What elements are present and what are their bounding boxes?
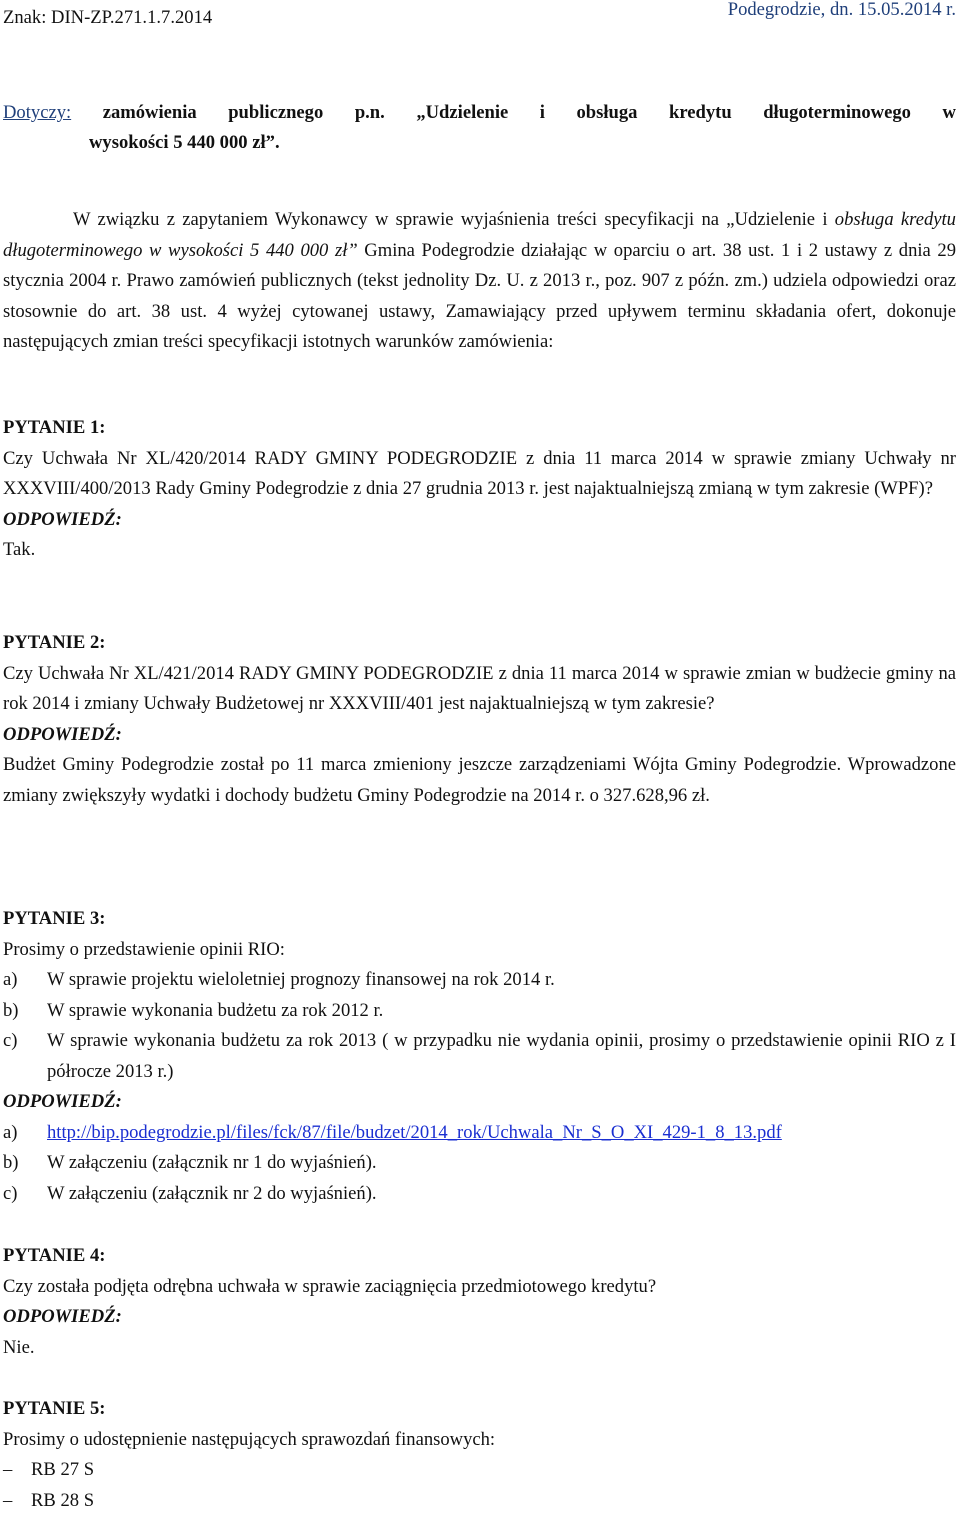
answer-2-label: ODPOWIEDŹ: [3, 720, 956, 751]
subject-line-2: wysokości 5 440 000 zł”. [3, 128, 956, 158]
list-marker: c) [3, 1179, 47, 1210]
question-4-text: Czy została podjęta odrębna uchwała w sprawie zaciągnięcia przedmiotowego kredytu? [3, 1272, 956, 1303]
report-item [3, 1486, 956, 1516]
place-date: Podegrodzie, dn. 15.05.2014 r. [728, 0, 956, 23]
question-5-title: PYTANIE 5: [3, 1394, 956, 1425]
question-3 [3, 904, 956, 1209]
subject-word: p.n. [355, 98, 385, 128]
intro-paragraph [3, 205, 956, 358]
list-item-text: W załączeniu (załącznik nr 1 do wyjaśnień). [47, 1148, 956, 1179]
report-name: RB 28 S [31, 1486, 94, 1516]
subject-word: „Udzielenie [416, 98, 508, 128]
dash-marker: – [3, 1486, 31, 1516]
subject-word: obsługa [576, 98, 637, 128]
question-2-text: Czy Uchwała Nr XL/421/2014 RADY GMINY PODEGRODZIE z dnia 11 marca 2014 w sprawie zmian w budżecie gminy na rok 2014 i zmiany Uchwały Budżetowej nr XXXVIII/401 jest najaktualniejszą w tym zakresie? [3, 659, 956, 720]
list-marker: a) [3, 965, 47, 996]
subject-word: kredytu [669, 98, 732, 128]
answer-1-text: Tak. [3, 535, 956, 566]
question-1-title: PYTANIE 1: [3, 413, 956, 444]
question-3-item-a [3, 965, 956, 996]
answer-2-text: Budżet Gminy Podegrodzie został po 11 marca zmieniony jeszcze zarządzeniami Wójta Gminy Podegrodzie. Wprowadzone zmiany zwiększyły wydatki i dochody budżetu Gminy Podegrodzie na 2014 r. o 327.628,96 zł. [3, 750, 956, 811]
question-4-title: PYTANIE 4: [3, 1241, 956, 1272]
question-3-title: PYTANIE 3: [3, 904, 956, 935]
subject-label: Dotyczy: [3, 98, 71, 128]
answer-4-text: Nie. [3, 1333, 956, 1364]
question-1-text: Czy Uchwała Nr XL/420/2014 RADY GMINY PODEGRODZIE z dnia 11 marca 2014 w sprawie zmiany Uchwały nr XXXVIII/400/2013 Rady Gminy Podegrodzie z dnia 27 grudnia 2013 r. jest najaktualniejszą zmianą w tym zakresie (WPF)? [3, 444, 956, 505]
question-1 [3, 413, 956, 566]
answer-3-item-a [3, 1118, 956, 1149]
answer-4-label: ODPOWIEDŹ: [3, 1302, 956, 1333]
question-2-title: PYTANIE 2: [3, 628, 956, 659]
list-marker: b) [3, 996, 47, 1027]
list-item-text: W sprawie projektu wieloletniej prognozy finansowej na rok 2014 r. [47, 965, 956, 996]
question-5 [3, 1394, 956, 1516]
report-item [3, 1455, 956, 1486]
answer-1-label: ODPOWIEDŹ: [3, 505, 956, 536]
question-5-text: Prosimy o udostępnienie następujących sprawozdań finansowych: [3, 1425, 956, 1456]
question-2 [3, 628, 956, 811]
list-marker: a) [3, 1118, 47, 1149]
document-sign: Znak: DIN-ZP.271.1.7.2014 [3, 5, 212, 31]
dash-marker: – [3, 1455, 31, 1486]
answer-3-item-c [3, 1179, 956, 1210]
rio-opinion-link[interactable]: http://bip.podegrodzie.pl/files/fck/87/file/budzet/2014_rok/Uchwala_Nr_S_O_XI_429-1_8_13.pdf [47, 1118, 782, 1149]
list-marker: c) [3, 1026, 47, 1087]
intro-text-1: W związku z zapytaniem Wykonawcy w sprawie wyjaśnienia treści specyfikacji na „Udzielenie i [73, 209, 835, 230]
list-item-text: W sprawie wykonania budżetu za rok 2012 r. [47, 996, 956, 1027]
subject-block [3, 98, 956, 158]
subject-word: zamówienia [103, 98, 197, 128]
intro-italic-title: obsługa kredytu długoterminowego w wysokości 5 440 000 zł” [3, 209, 956, 261]
subject-word: publicznego [228, 98, 323, 128]
subject-word: i [540, 98, 545, 128]
question-3-item-b [3, 996, 956, 1027]
question-4 [3, 1241, 956, 1363]
question-3-item-c [3, 1026, 956, 1087]
answer-3-label: ODPOWIEDŹ: [3, 1087, 956, 1118]
question-3-text: Prosimy o przedstawienie opinii RIO: [3, 935, 956, 966]
intro-text-2: Gmina Podegrodzie działając w oparciu o art. 38 ust. 1 i 2 ustawy z dnia 29 stycznia 2004 r. Prawo zamówień publicznych (tekst jednolity Dz. U. z 2013 r., poz. 907 z późn. zm.) udziela odpowiedzi oraz stosownie do art. 38 ust. 4 wyżej cytowanej ustawy, Zamawiający przed upływem terminu składania ofert, dokonuje następujących zmian treści specyfikacji istotnych warunków zamówienia: [3, 240, 956, 353]
subject-line-1 [3, 98, 956, 128]
list-item-text: W załączeniu (załącznik nr 2 do wyjaśnień). [47, 1179, 956, 1210]
report-name: RB 27 S [31, 1455, 94, 1486]
subject-word: w [942, 98, 955, 128]
subject-word: długoterminowego [763, 98, 911, 128]
list-marker: b) [3, 1148, 47, 1179]
list-item-text: W sprawie wykonania budżetu za rok 2013 ( w przypadku nie wydania opinii, prosimy o przedstawienie opinii RIO z I półrocze 2013 r.) [47, 1026, 956, 1087]
answer-3-item-b [3, 1148, 956, 1179]
document-header [3, 5, 956, 31]
